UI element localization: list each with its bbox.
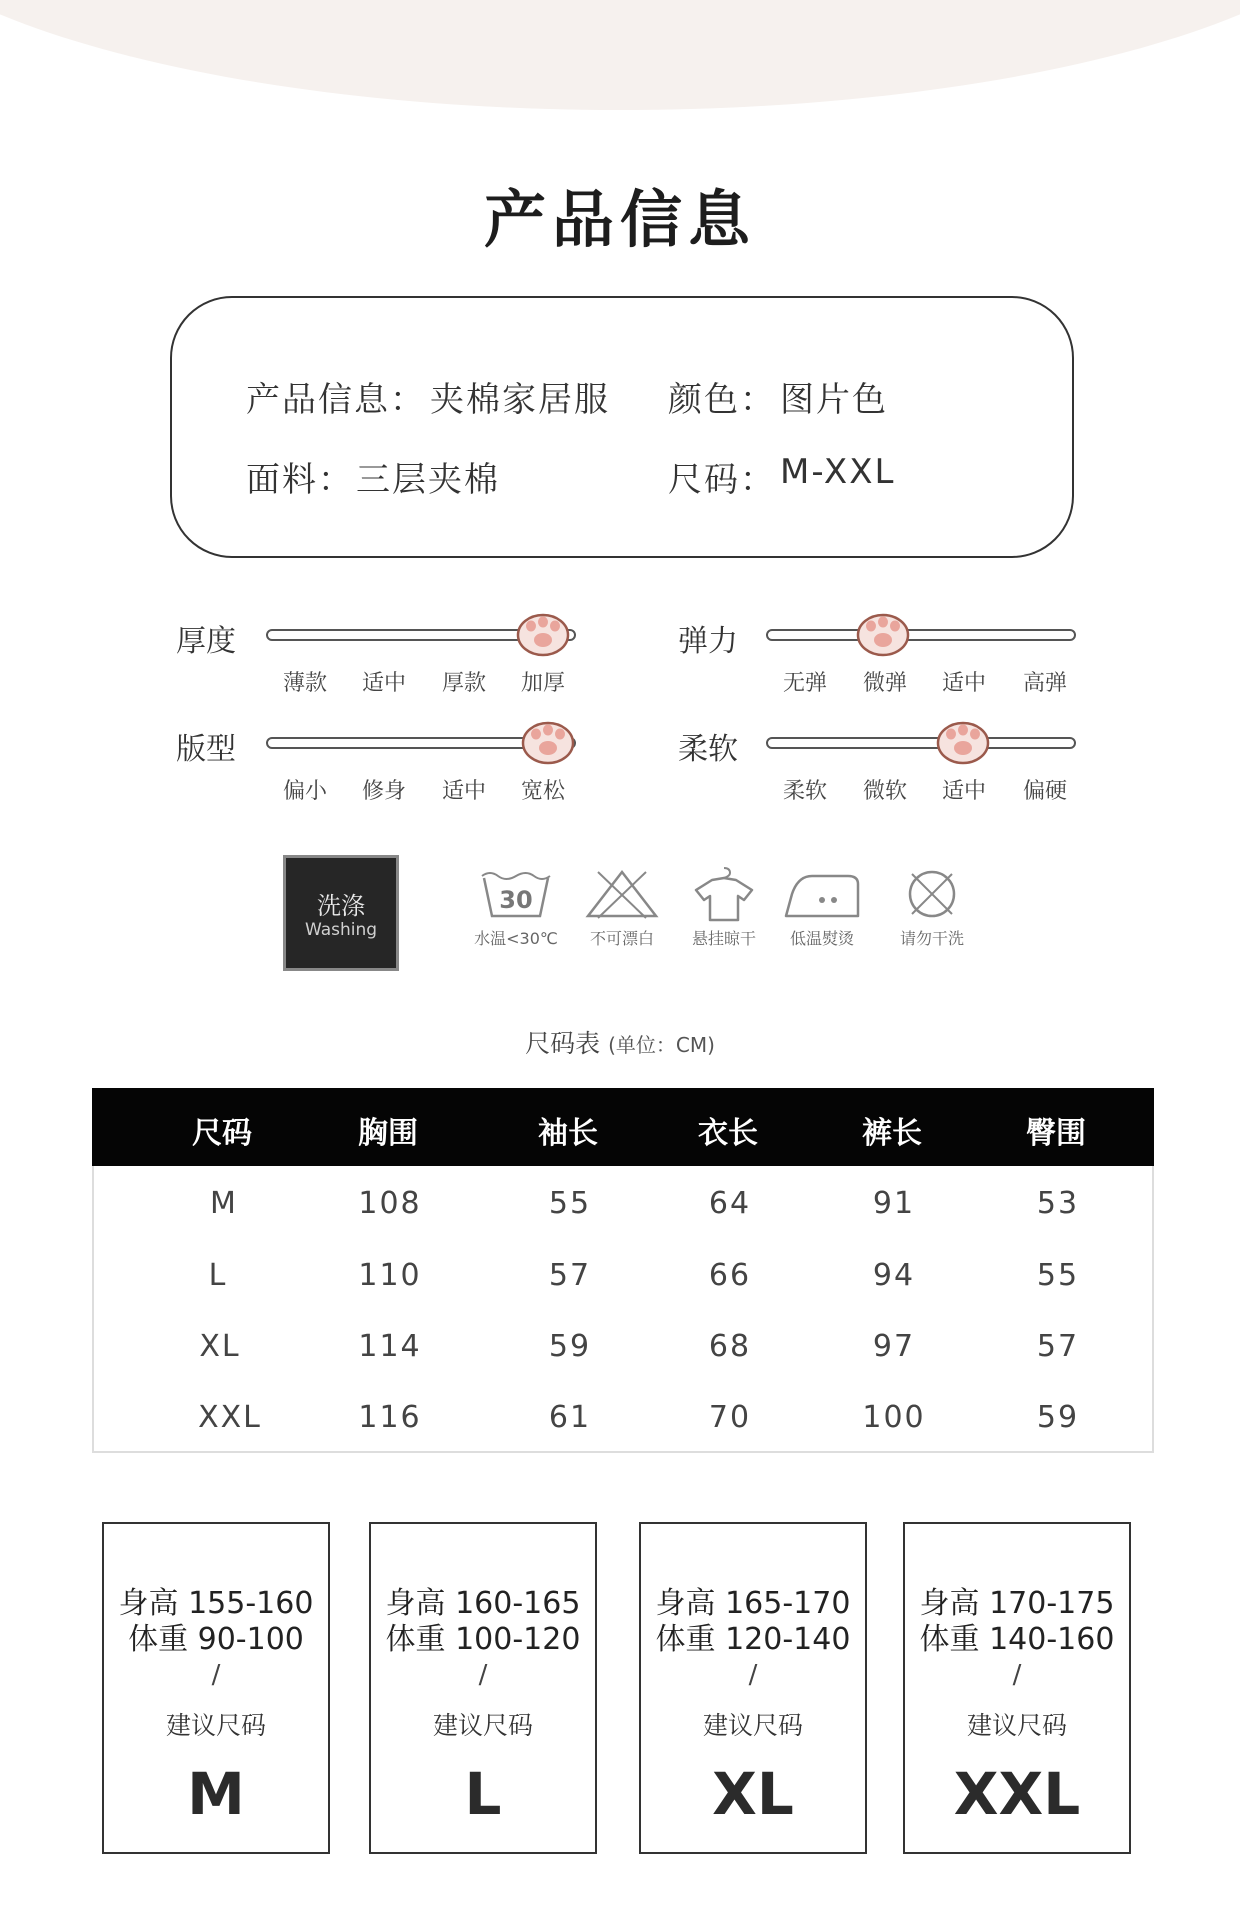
recommended-size-label: 建议尺码 [702, 1711, 803, 1740]
recommended-size: M [187, 1760, 245, 1828]
recommended-size: XL [712, 1760, 794, 1828]
cell-sleeve: 59 [548, 1329, 592, 1364]
softness-tick: 适中 [941, 779, 986, 804]
weight-range: 体重 140-160 [919, 1622, 1115, 1657]
cell-size: XXL [198, 1400, 262, 1435]
size-recommendation-card [102, 1522, 330, 1854]
fit-tick: 适中 [441, 779, 486, 804]
product-info-label: 产品信息： [246, 380, 426, 420]
cell-hip: 57 [1036, 1329, 1080, 1364]
iron-icon [782, 866, 862, 922]
cell-size: M [210, 1186, 238, 1221]
elasticity-tick: 高弹 [1022, 671, 1067, 696]
thickness-tick: 加厚 [520, 671, 565, 696]
care-caption: 低温熨烫 [789, 929, 854, 948]
cell-hip: 53 [1036, 1186, 1080, 1221]
size-table-title: 尺码表 [525, 1029, 601, 1058]
height-range: 身高 160-165 [385, 1586, 581, 1621]
softness-tick: 柔软 [782, 779, 827, 804]
size-table [92, 1088, 1154, 1453]
header-sleeve: 袖长 [538, 1116, 598, 1151]
softness-label: 柔软 [678, 732, 738, 767]
cell-hip: 55 [1036, 1258, 1080, 1293]
size-recommendation-card [903, 1522, 1131, 1854]
size-table-caption [0, 1024, 1240, 1060]
divider-slash: / [748, 1660, 758, 1690]
recommended-size-label: 建议尺码 [165, 1711, 266, 1740]
low-iron-care [772, 866, 872, 949]
size-recommendation-card [369, 1522, 597, 1854]
hang-dry-care [674, 866, 774, 949]
cell-chest: 110 [358, 1258, 422, 1293]
cell-length: 68 [708, 1329, 752, 1364]
height-range: 身高 170-175 [919, 1586, 1115, 1621]
cell-size: L [208, 1258, 228, 1293]
thickness-tick: 适中 [361, 671, 406, 696]
cell-pants-length: 100 [862, 1400, 926, 1435]
size-recommendation-card [639, 1522, 867, 1854]
recommended-size: L [464, 1760, 502, 1828]
softness-tick: 偏硬 [1022, 779, 1067, 804]
product-info-card [170, 296, 1074, 558]
height-range: 身高 155-160 [118, 1586, 314, 1621]
cell-length: 64 [708, 1186, 752, 1221]
paw-marker-icon [520, 716, 576, 766]
care-caption: 悬挂晾干 [691, 929, 756, 948]
weight-range: 体重 100-120 [385, 1622, 581, 1657]
paw-marker-icon [855, 608, 911, 658]
elasticity-tick: 无弹 [782, 671, 827, 696]
color-label: 颜色： [668, 380, 776, 420]
wash-temp: 30 [499, 886, 533, 914]
softness-track [766, 737, 1076, 749]
cell-pants-length: 94 [872, 1258, 916, 1293]
cell-sleeve: 55 [548, 1186, 592, 1221]
hang-dry-shirt-icon [686, 866, 762, 922]
divider-slash: / [1012, 1660, 1022, 1690]
product-info-value: 夹棉家居服 [430, 380, 610, 420]
size-table-header [92, 1088, 1154, 1166]
thickness-label: 厚度 [176, 624, 236, 659]
care-caption: 不可漂白 [589, 929, 654, 948]
elasticity-label: 弹力 [678, 624, 738, 659]
cell-sleeve: 61 [548, 1400, 592, 1435]
recommended-size-label: 建议尺码 [966, 1711, 1067, 1740]
cell-chest: 114 [358, 1329, 422, 1364]
cell-length: 66 [708, 1258, 752, 1293]
size-range-value: M-XXL [780, 452, 896, 492]
no-bleach-care [572, 866, 672, 949]
washing-title-cn: 洗涤 [317, 892, 365, 920]
fit-label: 版型 [176, 732, 236, 767]
no-bleach-icon [584, 866, 660, 922]
cell-sleeve: 57 [548, 1258, 592, 1293]
size-table-unit: (单位：CM) [608, 1033, 715, 1057]
wash-basin-icon [478, 866, 554, 922]
divider-slash: / [478, 1660, 488, 1690]
care-caption: 请勿干洗 [899, 929, 964, 948]
height-range: 身高 165-170 [655, 1586, 851, 1621]
elasticity-track [766, 629, 1076, 641]
header-size: 尺码 [192, 1116, 252, 1151]
thickness-tick: 厚款 [441, 671, 486, 696]
header-chest: 胸围 [358, 1116, 418, 1151]
washing-badge [286, 858, 396, 968]
cell-pants-length: 91 [872, 1186, 916, 1221]
recommended-size: XXL [953, 1760, 1081, 1828]
elasticity-tick: 微弹 [862, 671, 907, 696]
color-value: 图片色 [780, 380, 888, 420]
paw-marker-icon [515, 608, 571, 658]
weight-range: 体重 120-140 [655, 1622, 851, 1657]
cell-length: 70 [708, 1400, 752, 1435]
softness-tick: 微软 [862, 779, 907, 804]
cell-size: XL [199, 1329, 241, 1364]
header-length: 衣长 [698, 1116, 758, 1151]
background-arc [0, 0, 1240, 110]
header-hip: 臀围 [1026, 1116, 1086, 1151]
cell-chest: 108 [358, 1186, 422, 1221]
washing-title-en: Washing [304, 920, 378, 940]
cell-chest: 116 [358, 1400, 422, 1435]
fabric-value: 三层夹棉 [356, 460, 500, 500]
cell-pants-length: 97 [872, 1329, 916, 1364]
paw-marker-icon [935, 716, 991, 766]
weight-range: 体重 90-100 [128, 1622, 304, 1657]
fit-tick: 修身 [361, 779, 406, 804]
care-caption: 水温<30℃ [474, 929, 558, 948]
recommended-size-label: 建议尺码 [432, 1711, 533, 1740]
page-title: 产品信息 [483, 183, 756, 256]
divider-slash: / [211, 1660, 221, 1690]
size-range-label: 尺码： [668, 460, 776, 500]
fit-tick: 宽松 [520, 779, 565, 804]
wash-30-care [466, 866, 566, 949]
fit-tick: 偏小 [282, 779, 327, 804]
fabric-label: 面料： [246, 460, 354, 500]
thickness-tick: 薄款 [282, 671, 327, 696]
no-dry-clean-care [882, 866, 982, 949]
elasticity-tick: 适中 [941, 671, 986, 696]
no-dry-clean-icon [894, 866, 970, 922]
header-pants-length: 裤长 [862, 1116, 922, 1151]
cell-hip: 59 [1036, 1400, 1080, 1435]
